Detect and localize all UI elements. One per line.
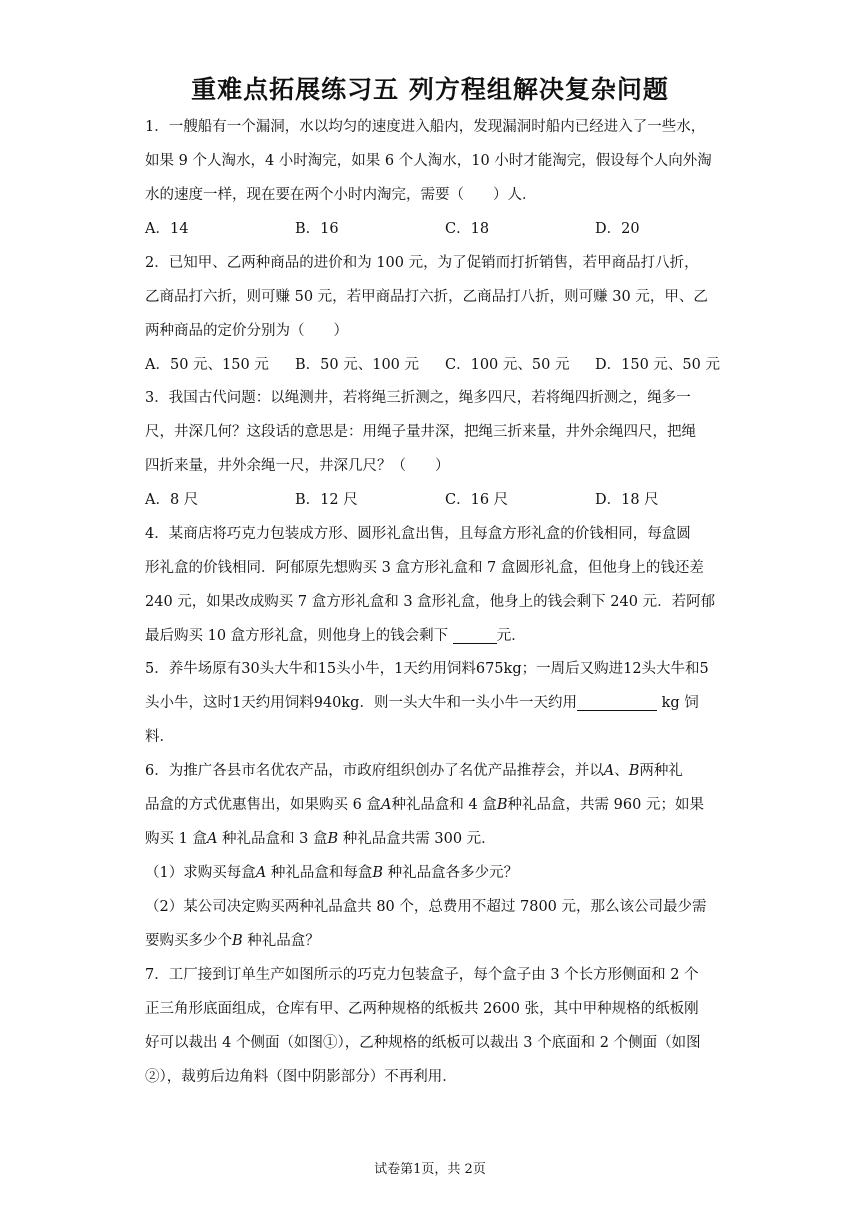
question-6-line: 品盒的方式优惠售出，如果购买 6 盒A种礼品盒和 4 盒B种礼品盒，共需 960 元；如果	[145, 797, 704, 813]
option-b: B．16	[295, 221, 339, 237]
question-3-line: 尺，井深几何？这段话的意思是：用绳子量井深，把绳三折来量，井外余绳四尺，把绳	[145, 424, 696, 440]
page-title: 重难点拓展练习五 列方程组解决复杂问题	[191, 75, 669, 104]
option-d: D．18 尺	[595, 492, 659, 508]
question-6	[145, 754, 715, 958]
option-d: D．20	[595, 221, 640, 237]
option-c: C．16 尺	[445, 492, 509, 508]
question-7-line: 好可以裁出 4 个侧面（如图①），乙种规格的纸板可以裁出 3 个底面和 2 个侧面（如图	[145, 1035, 701, 1051]
question-2-options	[145, 348, 720, 382]
question-5-line: 头小牛，这时1天约用饲料940kg．则一头大牛和一头小牛一天约用 kg 饲	[145, 686, 715, 720]
question-4-line: 4．某商店将巧克力包装成方形、圆形礼盒出售，且每盒方形礼盒的价钱相同，每盒圆	[145, 526, 691, 542]
option-c: C．100 元、50 元	[445, 357, 570, 373]
option-d: D．150 元、50 元	[595, 357, 720, 373]
question-3	[145, 381, 715, 483]
option-a: A．14	[145, 221, 189, 237]
option-b: B．12 尺	[295, 492, 358, 508]
answer-blank[interactable]	[577, 692, 657, 711]
question-6-subquestion-1: （1）求购买每盒A 种礼品盒和每盒B 种礼品盒各多少元？	[145, 865, 519, 881]
question-2-line: 乙商品打六折，则可赚 50 元，若甲商品打六折，乙商品打八折，则可赚 30 元，甲、乙	[145, 289, 708, 305]
question-5	[145, 652, 715, 754]
question-2	[145, 246, 715, 348]
question-1-line: 水的速度一样，现在要在两个小时内淘完，需要（ ）人．	[145, 187, 537, 203]
question-4-line: 形礼盒的价钱相同．阿郁原先想购买 3 盒方形礼盒和 7 盒圆形礼盒，但他身上的钱还差	[145, 560, 704, 576]
question-7-line: 正三角形底面组成，仓库有甲、乙两种规格的纸板共 2600 张，其中甲种规格的纸板刚	[145, 1001, 699, 1017]
question-4	[145, 517, 715, 653]
question-5-line: 料．	[145, 729, 174, 745]
answer-blank[interactable]	[453, 625, 497, 644]
question-3-options	[145, 483, 715, 517]
question-2-line: 两种商品的定价分别为（ ）	[145, 323, 348, 339]
question-6-line: 购买 1 盒A 种礼品盒和 3 盒B 种礼品盒共需 300 元．	[145, 831, 496, 847]
option-a: A．8 尺	[145, 492, 199, 508]
question-7-line: 7．工厂接到订单生产如图所示的巧克力包装盒子，每个盒子由 3 个长方形侧面和 2 个	[145, 967, 699, 983]
option-a: A．50 元、150 元	[145, 357, 269, 373]
question-5-line: 5．养牛场原有30头大牛和15头小牛，1天约用饲料675kg；一周后又购进12头大牛和5	[145, 661, 709, 677]
option-b: B．50 元、100 元	[295, 357, 420, 373]
question-3-line: 四折来量，井外余绳一尺，井深几尺？（ ）	[145, 458, 450, 474]
question-2-line: 2．已知甲、乙两种商品的进价和为 100 元，为了促销而打折销售，若甲商品打八折，	[145, 255, 699, 271]
question-7	[145, 958, 715, 1094]
question-3-line: 3．我国古代问题：以绳测井，若将绳三折测之，绳多四尺，若将绳四折测之，绳多一	[145, 390, 691, 406]
question-1-line: 如果 9 个人淘水，4 小时淘完，如果 6 个人淘水，10 小时才能淘完，假设每个人向外淘	[145, 153, 712, 169]
question-4-line: 240 元，如果改成购买 7 盒方形礼盒和 3 盒形礼盒，他身上的钱会剩下 240 元．若阿郁	[145, 594, 715, 610]
question-4-line: 最后购买 10 盒方形礼盒，则他身上的钱会剩下 元．	[145, 619, 715, 653]
question-1-options	[145, 212, 715, 246]
question-1	[145, 110, 715, 212]
question-7-line: ②），裁剪后边角料（图中阴影部分）不再利用．	[145, 1069, 457, 1085]
question-6-subquestion-2: （2）某公司决定购买两种礼品盒共 80 个，总费用不超过 7800 元，那么该公司最少需	[145, 899, 707, 915]
question-1-line: 1．一艘船有一个漏洞，水以均匀的速度进入船内，发现漏洞时船内已经进入了一些水，	[145, 119, 706, 135]
question-6-line: 6．为推广各县市名优农产品，市政府组织创办了名优产品推荐会，并以A、B两种礼	[145, 763, 683, 779]
option-c: C．18	[445, 221, 490, 237]
page-footer: 试卷第1页，共 2页	[374, 1162, 486, 1177]
question-6-line: 要购买多少个B 种礼品盒？	[145, 933, 320, 949]
